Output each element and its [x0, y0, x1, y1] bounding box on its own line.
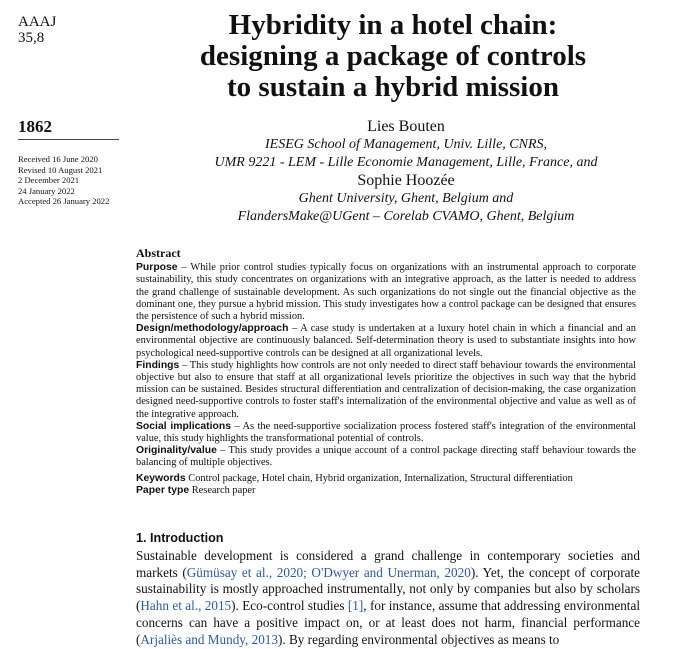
abstract-text: – This study provides a unique account of a control package directing staff behaviour towards the balancing of multiple objectives. [136, 445, 636, 469]
title-line-3: to sustain a hybrid mission [227, 71, 559, 103]
body-paragraph [136, 548, 640, 649]
abstract-label: Findings [136, 359, 180, 371]
abstract-text: – This study highlights how controls are not only needed to direct staff behaviour towards the environmental objective but also to ensure that staff at all organizational levels prioritize the objectives in such way that the hybrid mission can be sustained. Besides structural differentiation and centralization of decision-making, the case organization designed need-supportive controls to foster staff's internalization of the environmental objective and value as well as of the integrative approach. [136, 359, 636, 420]
author-name: Sophie Hoozée [357, 172, 455, 189]
author-affiliation: UMR 9221 - LEM - Lille Economie Management, Lille, France, and [214, 154, 598, 170]
date-revised-2: 2 December 2021 [18, 175, 80, 186]
date-received: Received 16 June 2020 [18, 154, 98, 164]
abstract [136, 247, 636, 497]
abstract-social [136, 421, 636, 445]
authors-block [136, 117, 676, 225]
citation-link[interactable]: Gümüsay et al., 2020; O'Dwyer and Unerman, 2020 [186, 564, 471, 580]
footnote-link[interactable]: [1] [347, 598, 364, 614]
paper-type [136, 485, 636, 497]
keywords-label: Keywords [136, 472, 186, 484]
paper-title [136, 10, 650, 103]
abstract-findings [136, 360, 636, 421]
keywords [136, 473, 636, 485]
author-affiliation: IESEG School of Management, Univ. Lille, CNRS, [264, 137, 548, 152]
title-line-1: Hybridity in a hotel chain: [228, 9, 558, 41]
abstract-originality [136, 445, 636, 469]
author-affiliation: Ghent University, Ghent, Belgium and [298, 191, 514, 206]
abstract-label: Purpose [136, 262, 178, 274]
abstract-heading: Abstract [136, 246, 181, 260]
date-accepted: Accepted 26 January 2022 [18, 196, 110, 207]
abstract-text: – As the need-supportive socialization process fostered staff's integration of the environmental value, this study highlights the transformational potential of controls. [136, 420, 636, 445]
keywords-text: Control package, Hotel chain, Hybrid organization, Internalization, Structural differentiation [185, 472, 573, 484]
body-text: ). By regarding environmental objectives as means to [278, 631, 560, 647]
page-number: 1862 [18, 117, 52, 136]
divider [18, 139, 119, 140]
body-text: , for instance, assume that addressing environmental concerns can have a positive impact on, or at least does not harm, financial performance ( [136, 598, 640, 647]
journal-info [18, 14, 56, 46]
paper-type-label: Paper type [136, 484, 190, 496]
citation-link[interactable]: Arjaliès and Mundy, 2013 [140, 631, 278, 647]
abstract-label: Social implications [136, 420, 231, 432]
body-text: ). Yet, the concept of corporate sustainability is mostly approached instrumentally, not only by companies but also by scholars ( [136, 564, 640, 614]
title-line-2: designing a package of controls [199, 40, 587, 72]
introduction-section [136, 530, 640, 649]
submission-dates [18, 154, 109, 207]
body-text: ). Eco-control studies [231, 598, 348, 614]
abstract-design [136, 323, 636, 360]
abstract-purpose [136, 262, 636, 323]
journal-volume: 35,8 [18, 30, 45, 46]
abstract-label: Originality/value [136, 445, 217, 457]
author-affiliation: FlandersMake@UGent – Corelab CVAMO, Ghent, Belgium [237, 208, 575, 224]
journal-name: AAAJ [18, 14, 57, 30]
abstract-text: – A case study is undertaken at a luxury hotel chain in which a financial and an environmental objective are continuously balanced. Self-determination theory is used to substantiate insights into how psychological need-supportive controls can be designed at all organizational levels. [136, 323, 636, 359]
date-revised-3: 24 January 2022 [18, 185, 75, 196]
section-heading: 1. Introduction [136, 531, 224, 545]
body-text: Sustainable development is considered a grand challenge in contemporary societies and markets ( [136, 547, 640, 580]
author-name: Lies Bouten [367, 118, 445, 135]
citation-link[interactable]: Hahn et al., 2015 [140, 598, 232, 614]
abstract-text: – While prior control studies typically focus on organizations with an instrumental approach to corporate sustainability, this study concentrates on organizations with an integrative approach, as the latter is needed to address the grand challenge of sustainable development. As such organizations do not single out the financial objective as the dominant one, they pursue a hybrid mission. This study investigates how a control package can be designed that ensures the persistence of such a hybrid mission. [136, 262, 636, 323]
abstract-label: Design/methodology/approach [136, 323, 289, 335]
date-revised: Revised 10 August 2021 [18, 164, 103, 175]
paper-type-text: Research paper [189, 484, 256, 496]
